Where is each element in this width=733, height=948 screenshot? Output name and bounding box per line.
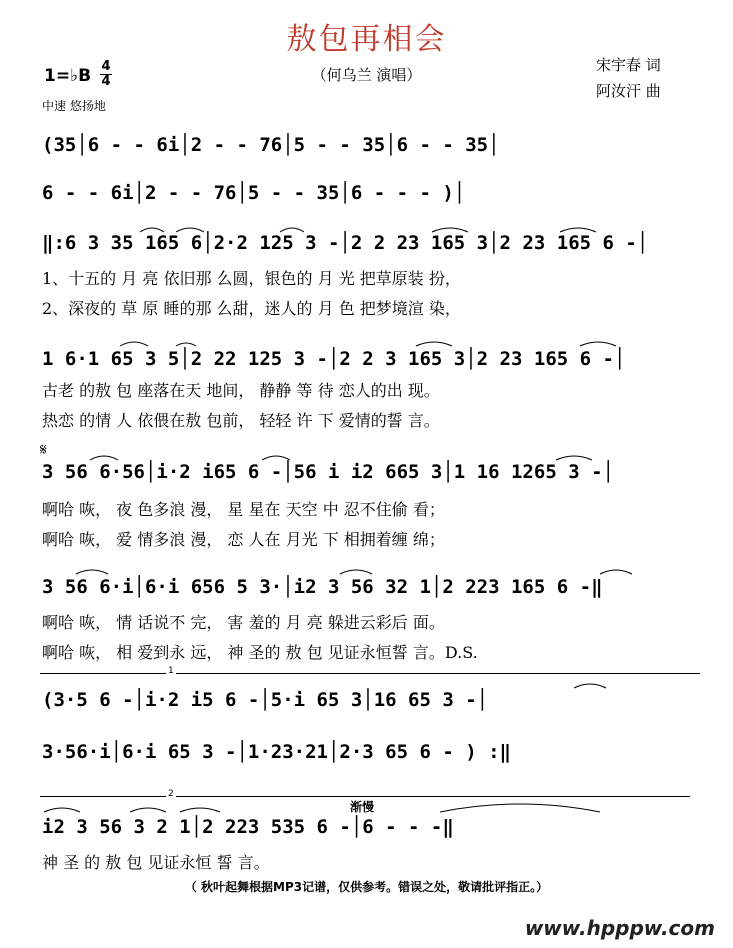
performer-subtitle: （何乌兰 演唱） bbox=[311, 66, 422, 84]
score-line-4: 1 6·1 65 3 5│2 22 125 3 -│2 2 3 165 3│2 23 165 6 -│ bbox=[42, 348, 626, 370]
song-title: 敖包再相会 bbox=[286, 22, 447, 57]
composer-credit: 阿汝汗 曲 bbox=[596, 82, 661, 100]
score-line-2: 6 - - 6i│2 - - 76│5 - - 35│6 - - - )│ bbox=[42, 182, 466, 204]
segno-sign: 𝄋 bbox=[40, 440, 47, 459]
score-line-9: i2 3 56 3 2 1│2 223 535 6 -│6 - - -‖ bbox=[42, 816, 454, 838]
volta-1-label: 1 bbox=[168, 666, 174, 676]
time-signature-bottom: 4 bbox=[101, 74, 111, 89]
score-line-5: 3 56 6·56│i·2 i65 6 -│56 i i2 665 3│1 16 1265 3 -│ bbox=[42, 461, 614, 483]
watermark: www.hpppw.com bbox=[524, 916, 715, 940]
lyric-line-9: 神 圣 的 敖 包 见证永恒 誓 言。 bbox=[42, 853, 270, 872]
lyric-line-3: 古老 的敖 包 座落在天 地间， 静静 等 待 恋人的出 现。 bbox=[42, 381, 440, 400]
lyric-line-4: 热恋 的情 人 依偎在敖 包前， 轻轻 许 下 爱情的誓 言。 bbox=[42, 411, 440, 430]
score-line-6: 3 56 6·i│6·i 656 5 3·│i2 3 56 32 1│2 223 165 6 -‖ bbox=[42, 576, 603, 598]
lyric-line-2: 2、深夜的 草 原 睡的那 么甜，迷人的 月 色 把梦境渲 染， bbox=[42, 299, 461, 318]
key-signature: 1=♭B bbox=[44, 66, 92, 86]
lyric-line-1: 1、十五的 月 亮 依旧那 么圆，银色的 月 光 把草原装 扮， bbox=[42, 269, 461, 288]
score-line-7: (3·5 6 -│i·2 i5 6 -│5·i 65 3│16 65 3 -│ bbox=[42, 689, 489, 711]
lyric-line-8: 啊哈 咴， 相 爱到永 远， 神 圣的 敖 包 见证永恒誓 言。D.S. bbox=[42, 643, 478, 662]
volta-2-label: 2 bbox=[168, 789, 174, 799]
lyric-line-5: 啊哈 咴， 夜 色多浪 漫， 星 星在 天空 中 忍不住偷 看； bbox=[42, 500, 445, 519]
time-signature-top: 4 bbox=[101, 59, 111, 74]
tempo-marking: 中速 悠扬地 bbox=[42, 99, 106, 113]
ritardando-marking: 渐慢 bbox=[350, 800, 375, 814]
score-line-1: (35│6 - - 6i│2 - - 76│5 - - 35│6 - - 35│ bbox=[42, 134, 500, 156]
lyricist-credit: 宋宇春 词 bbox=[596, 56, 661, 74]
lyric-line-7: 啊哈 咴， 情 话说不 完， 害 羞的 月 亮 躲进云彩后 面。 bbox=[42, 613, 445, 632]
score-line-3: ‖:6 3 35 165 6│2·2 125 3 -│2 2 23 165 3│2 23 165 6 -│ bbox=[42, 232, 649, 254]
footnote: （ 秋叶起舞根据MP3记谱，仅供参考。错误之处，敬请批评指正。） bbox=[184, 880, 549, 894]
lyric-line-6: 啊哈 咴， 爱 情多浪 漫， 恋 人在 月光 下 相拥着缠 绵； bbox=[42, 530, 445, 549]
score-line-8: 3·56·i│6·i 65 3 -│1·23·21│2·3 65 6 - ) :‖ bbox=[42, 741, 511, 763]
